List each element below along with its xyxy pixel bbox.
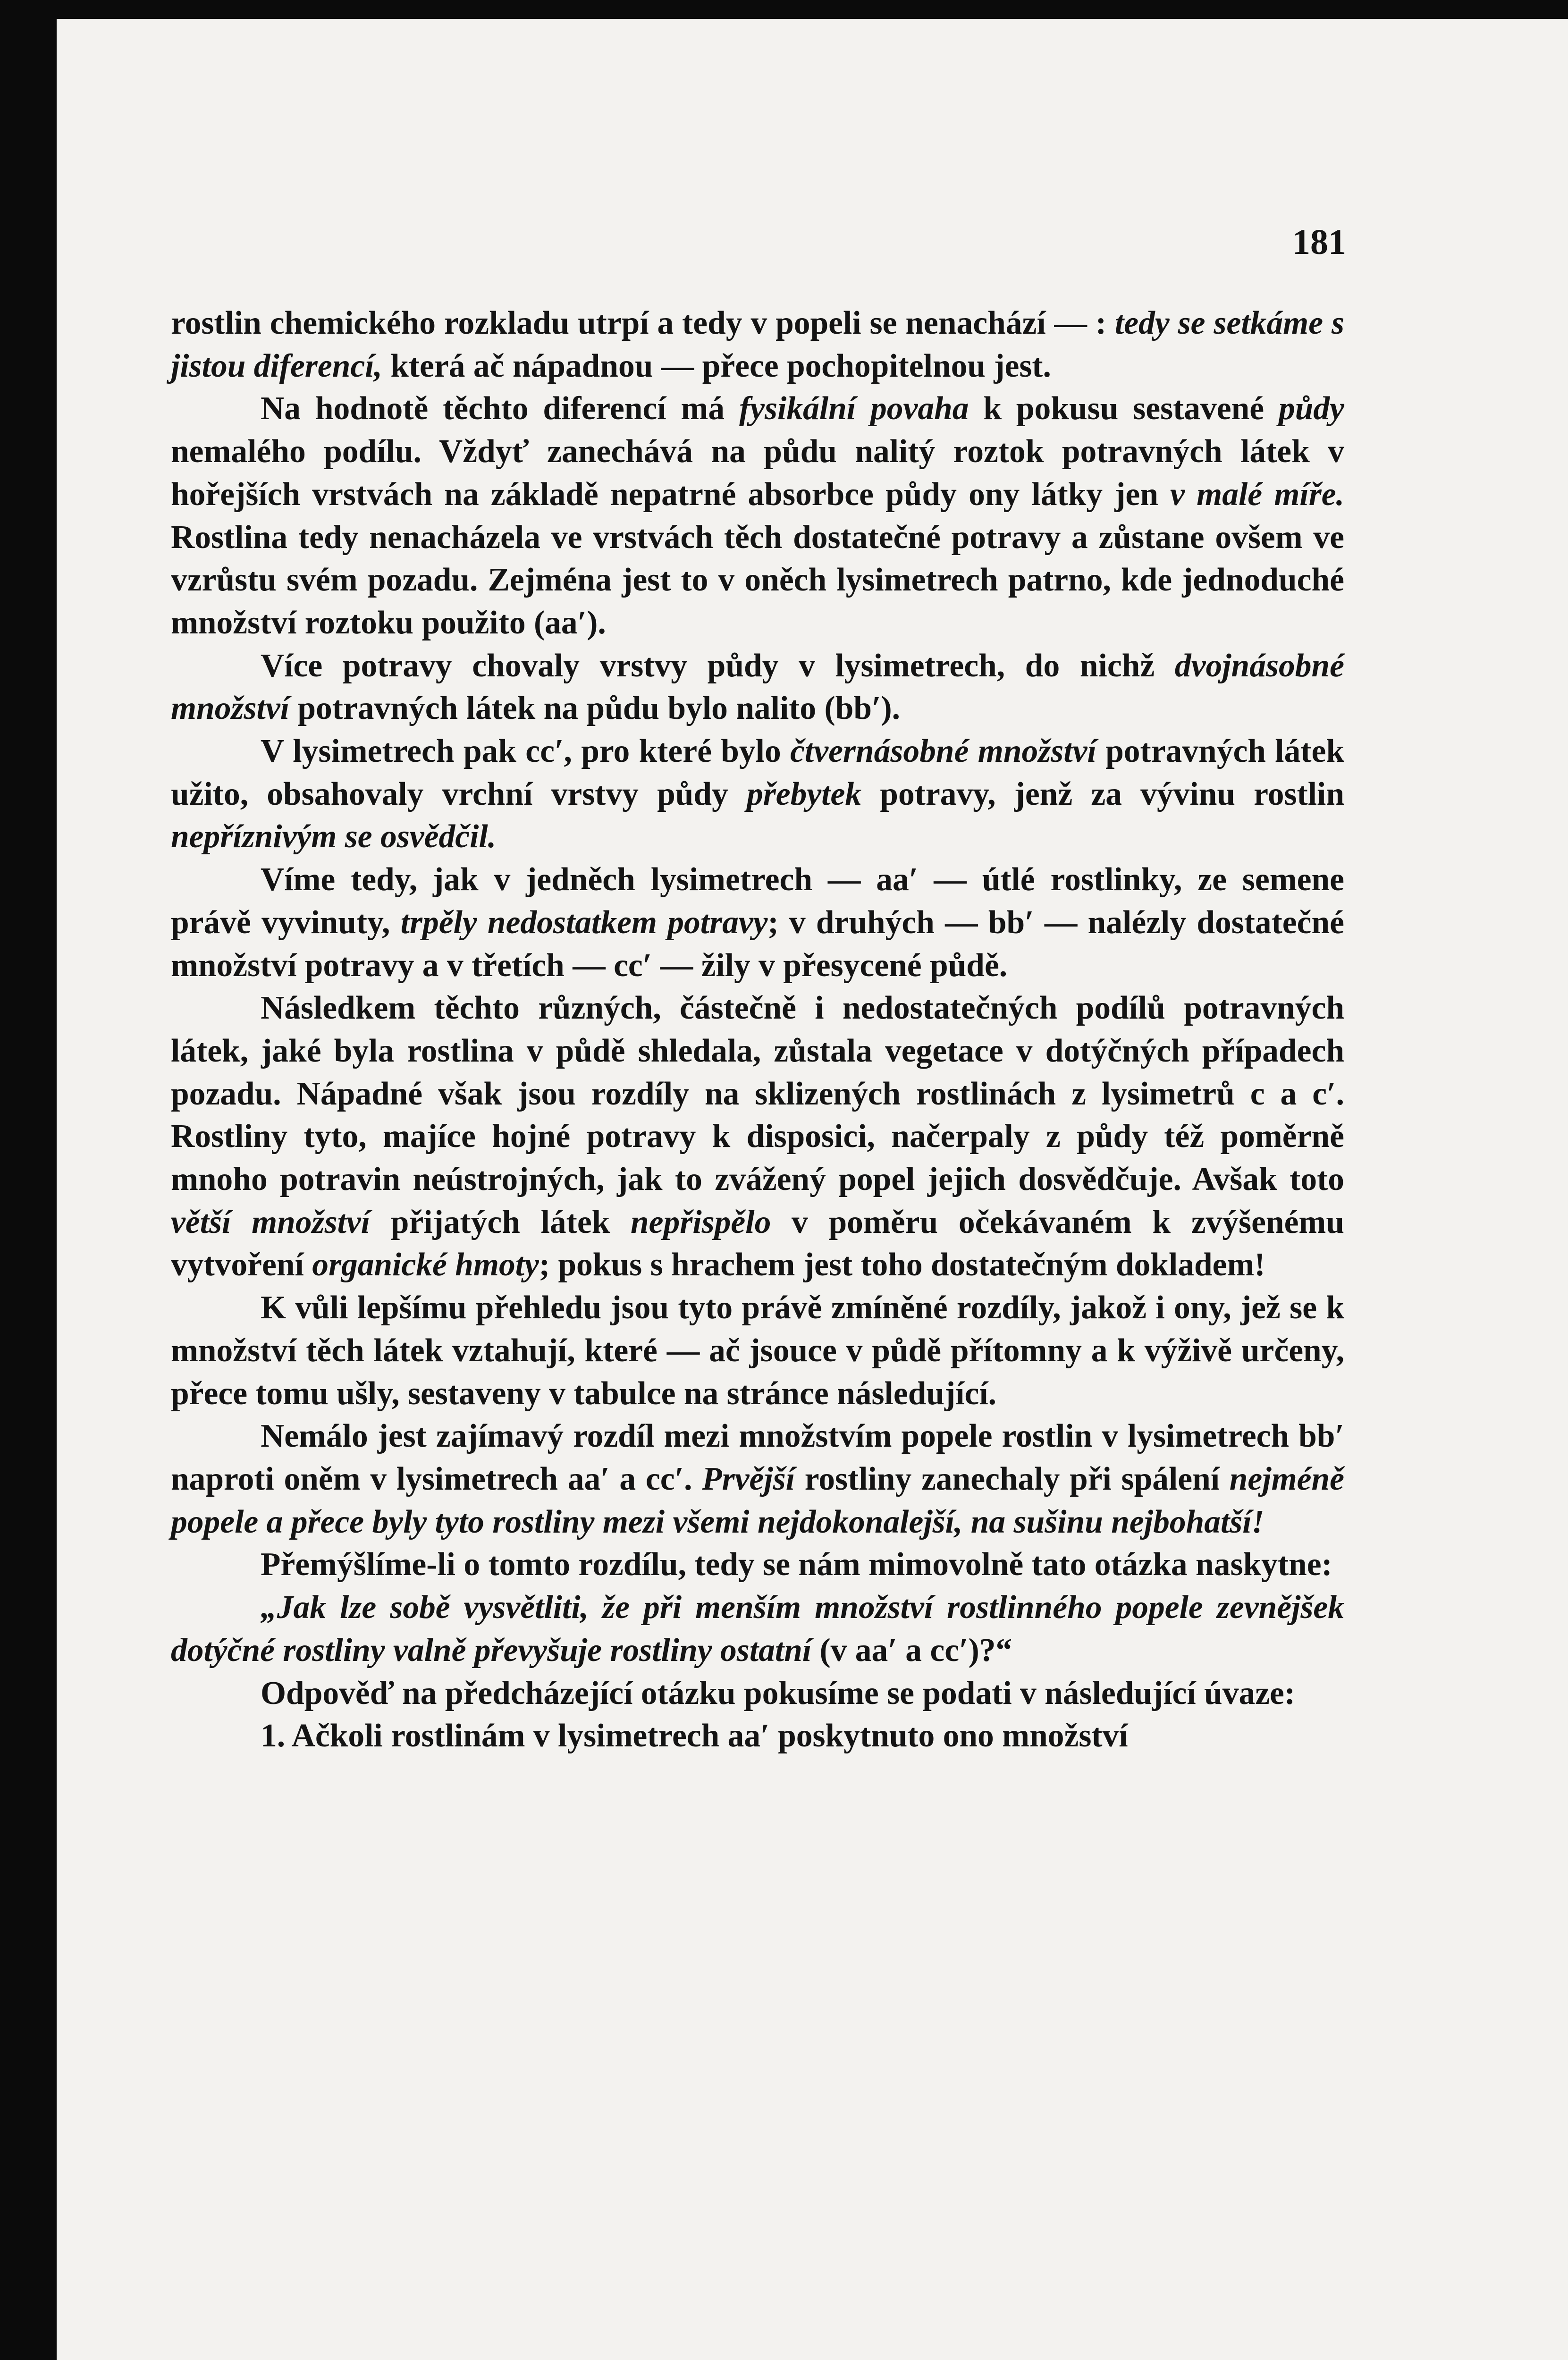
paragraph-7: K vůli lepšímu přehledu jsou tyto právě zmíněné rozdíly, jakož i ony, jež se k množství těch látek vztahují, které — ač jsouce v půdě přítomny a k výživě určeny, přece tomu ušly, sestaveny v tabulce na stránce následující. [171,1290,1344,1412]
paragraph-5: Víme tedy, jak v jedněch lysimetrech — aa′ — útlé rostlinky, ze semene právě vyvinuty, trpěly nedostatkem potravy; v druhých — bb′ — nalézly dostatečné množství potravy a v třetích — cc′ — žily v přesycené půdě. [171,861,1344,984]
scan-border-top [0,0,1568,19]
paragraph-1: rostlin chemického rozkladu utrpí a tedy v popeli se nenachází — : tedy se setkáme s jistou diferencí, která ač nápadnou — přece pochopitelnou jest. [171,305,1344,384]
paragraph-12: 1. Ačkoli rostlinám v lysimetrech aa′ poskytnuto ono množství [261,1718,1128,1754]
paragraph-6: Následkem těchto různých, částečně i nedostatečných podílů potravných látek, jaké byla rostlina v půdě shledala, zůstala vegetace v dotýčných případech pozadu. Nápadné však jsou rozdíly na sklizených rostlinách z lysimetrů c a c′. Rostliny tyto, majíce hojné potravy k disposici, načerpaly z půdy též poměrně mnoho potravin neústrojných, jak to zvážený popel jejich dosvědčuje. Avšak toto větší množství přijatých látek nepřispělo v poměru očekávaném k zvýšenému vytvoření organické hmoty; pokus s hrachem jest toho dostatečným dokladem! [171,990,1344,1283]
body-text [171,302,1344,1758]
paragraph-9: Přemýšlíme-li o tomto rozdílu, tedy se nám mimovolně tato otázka naskytne: [261,1546,1332,1583]
paragraph-11: Odpověď na předcházející otázku pokusíme se podati v následující úvaze: [261,1675,1296,1711]
scan-border-left [0,0,57,2360]
paragraph-3: Více potravy chovaly vrstvy půdy v lysimetrech, do nichž dvojnásobné množství potravných látek na půdu bylo nalito (bb′). [171,647,1344,727]
question-quote: „Jak lze sobě vysvětliti, že při menším množství rostlinného popele zevnějšek dotýčné rostliny valně převyšuje rostliny ostatní (v aa′ a cc′)?“ [171,1589,1344,1669]
paragraph-2: Na hodnotě těchto diferencí má fysikální povaha k pokusu sestavené půdy nemalého podílu. Vždyť zanechává na půdu nalitý roztok potravných látek v hořejších vrstvách na základě nepatrné absorbce půdy ony látky jen v malé míře. Rostlina tedy nenacházela ve vrstvách těch dostatečné potravy a zůstane ovšem ve vzrůstu svém pozadu. Zejména jest to v oněch lysimetrech patrno, kde jednoduché množství roztoku použito (aa′). [171,390,1345,641]
paragraph-8: Nemálo jest zajímavý rozdíl mezi množstvím popele rostlin v lysimetrech bb′ naproti oněm v lysimetrech aa′ a cc′. Prvější rostliny zanechaly při spálení nejméně popele a přece byly tyto rostliny mezi všemi nejdokonalejší, na sušinu nejbohatší! [171,1418,1344,1540]
page-number: 181 [1292,222,1346,262]
paragraph-4: V lysimetrech pak cc′, pro které bylo čtvernásobné množství potravných látek užito, obsahovaly vrchní vrstvy půdy přebytek potravy, jenž za vývinu rostlin nepříznivým se osvědčil. [171,733,1344,855]
